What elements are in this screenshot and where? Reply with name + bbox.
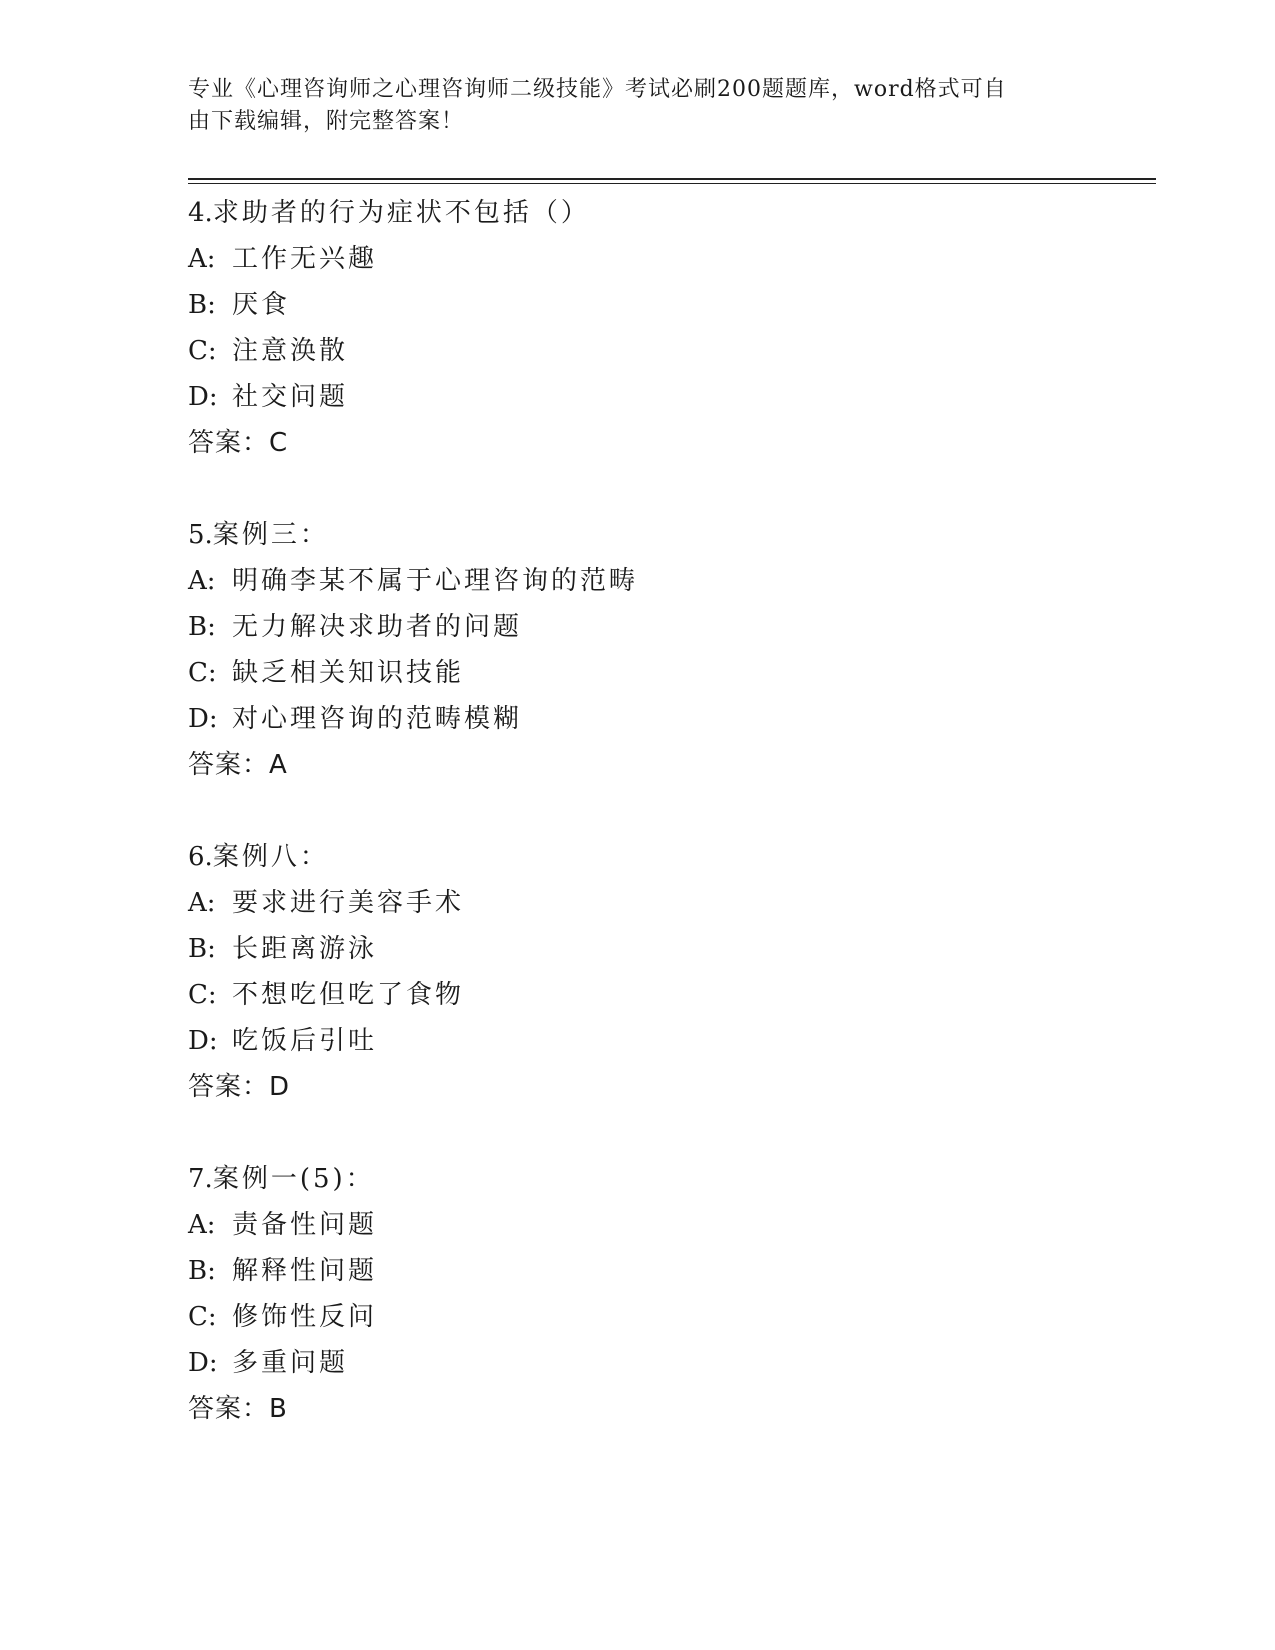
question-number: 5.	[188, 520, 213, 550]
option-c	[188, 650, 1148, 696]
option-letter: A:	[188, 244, 216, 274]
header-divider-thick	[188, 178, 1156, 180]
answer-line: 答案：B	[188, 1394, 288, 1424]
question-text: 案例一(5)：	[212, 1164, 375, 1194]
option-a	[188, 1202, 1148, 1248]
option-letter: D:	[188, 382, 218, 412]
option-c	[188, 1294, 1148, 1340]
answer-line: 答案：A	[188, 750, 288, 780]
answer-line: 答案：C	[188, 428, 289, 458]
question-number: 6.	[188, 842, 213, 872]
option-a	[188, 880, 1148, 926]
option-text: 对心理咨询的范畴模糊	[232, 704, 523, 734]
question-number: 4.	[188, 198, 213, 228]
option-text: 明确李某不属于心理咨询的范畴	[232, 566, 639, 596]
option-d	[188, 374, 1148, 420]
option-letter: B:	[188, 612, 216, 642]
option-text: 不想吃但吃了食物	[232, 980, 465, 1010]
option-a	[188, 558, 1148, 604]
option-b	[188, 282, 1148, 328]
option-letter: D:	[188, 1348, 218, 1378]
option-letter: B:	[188, 290, 216, 320]
question-list	[188, 190, 1148, 1478]
question-text: 案例八：	[212, 842, 329, 872]
option-text: 吃饭后引吐	[232, 1026, 378, 1056]
option-letter: C:	[188, 336, 217, 366]
question-item	[188, 834, 1148, 1110]
option-d	[188, 1018, 1148, 1064]
question-number: 7.	[188, 1164, 213, 1194]
option-text: 多重问题	[232, 1348, 349, 1378]
option-text: 缺乏相关知识技能	[232, 658, 465, 688]
option-letter: C:	[188, 1302, 217, 1332]
option-text: 解释性问题	[232, 1256, 378, 1286]
option-letter: B:	[188, 1256, 216, 1286]
option-letter: A:	[188, 566, 216, 596]
answer-line: 答案：D	[188, 1072, 291, 1102]
document-intro	[188, 74, 1088, 138]
option-letter: D:	[188, 704, 218, 734]
option-text: 无力解决求助者的问题	[232, 612, 523, 642]
option-letter: A:	[188, 1210, 216, 1240]
option-letter: C:	[188, 658, 217, 688]
option-text: 长距离游泳	[232, 934, 378, 964]
option-c	[188, 972, 1148, 1018]
question-stem	[188, 834, 1148, 880]
option-text: 要求进行美容手术	[232, 888, 465, 918]
option-text: 社交问题	[232, 382, 349, 412]
option-text: 注意涣散	[232, 336, 349, 366]
question-item	[188, 1156, 1148, 1432]
question-stem	[188, 190, 1148, 236]
question-stem	[188, 512, 1148, 558]
question-text: 案例三：	[212, 520, 329, 550]
question-stem	[188, 1156, 1148, 1202]
option-d	[188, 696, 1148, 742]
option-letter: D:	[188, 1026, 218, 1056]
option-text: 责备性问题	[232, 1210, 378, 1240]
option-b	[188, 1248, 1148, 1294]
intro-line-1: 专业《心理咨询师之心理咨询师二级技能》考试必刷200题题库，word格式可自	[188, 77, 1007, 102]
option-letter: B:	[188, 934, 216, 964]
header-divider-thin	[188, 183, 1156, 184]
question-text: 求助者的行为症状不包括（）	[212, 198, 590, 228]
option-d	[188, 1340, 1148, 1386]
question-item	[188, 190, 1148, 466]
option-letter: A:	[188, 888, 216, 918]
option-text: 工作无兴趣	[232, 244, 378, 274]
option-text: 修饰性反问	[232, 1302, 378, 1332]
question-item	[188, 512, 1148, 788]
option-c	[188, 328, 1148, 374]
option-letter: C:	[188, 980, 217, 1010]
option-text: 厌食	[232, 290, 291, 320]
option-a	[188, 236, 1148, 282]
option-b	[188, 926, 1148, 972]
option-b	[188, 604, 1148, 650]
intro-line-2: 由下载编辑，附完整答案！	[188, 109, 465, 134]
